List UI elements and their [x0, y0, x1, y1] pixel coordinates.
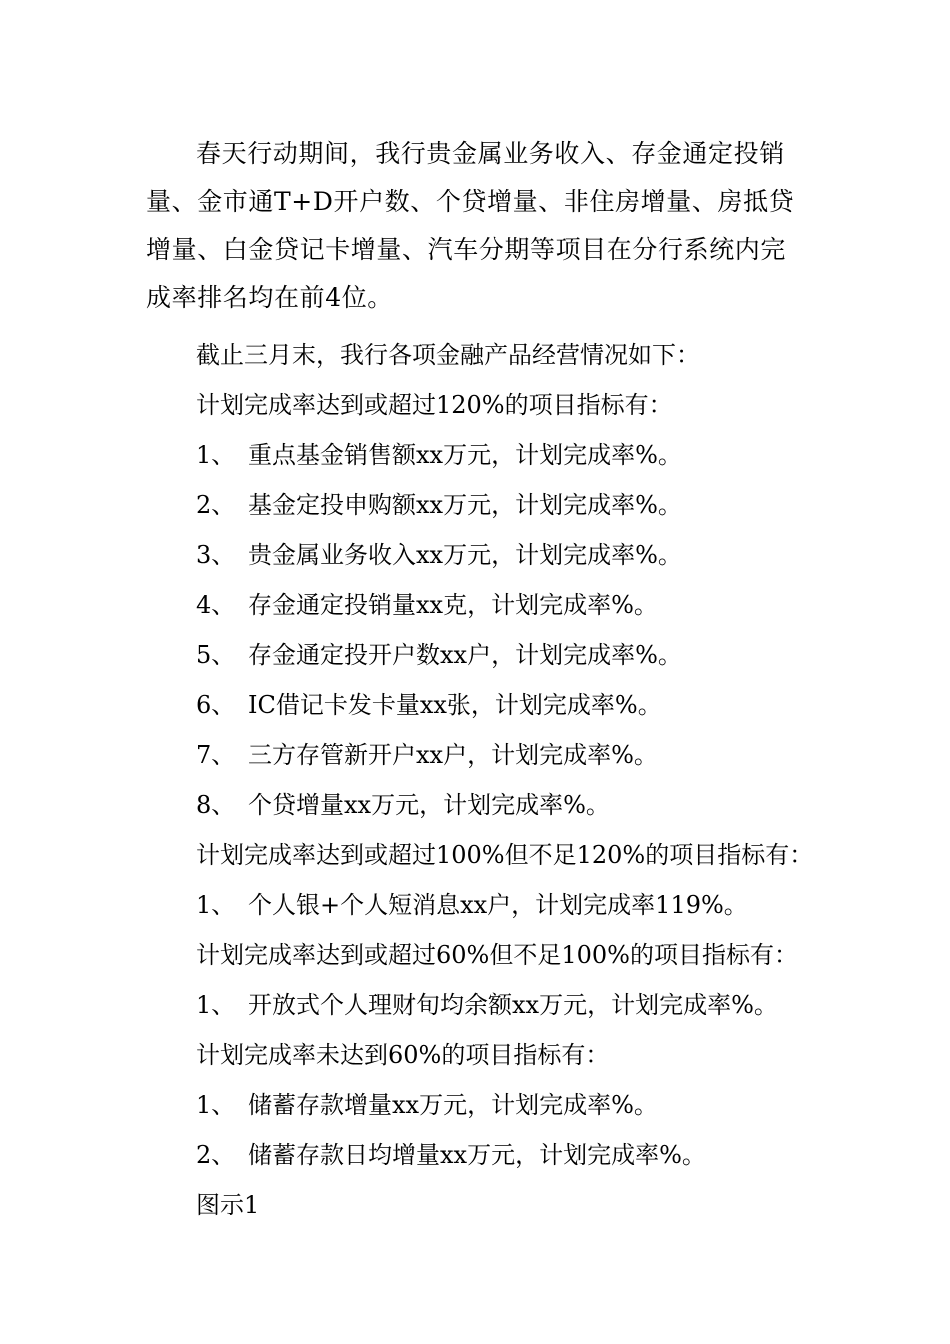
list-item-text: 个人银+个人短消息xx户，计划完成率119%。 [248, 891, 748, 919]
group4-heading: 计划完成率未达到60%的项目指标有： [196, 1041, 610, 1069]
performance-list [196, 330, 816, 1230]
list-item-number: 1、 [196, 891, 236, 919]
list-item [196, 880, 816, 930]
list-item-text: 开放式个人理财旬均余额xx万元，计划完成率%。 [248, 991, 778, 1019]
list-item-number: 3、 [196, 541, 236, 569]
list-item [196, 780, 816, 830]
summary-line: 截止三月末，我行各项金融产品经营情况如下： [196, 341, 700, 369]
intro-paragraph: 春天行动期间，我行贵金属业务收入、存金通定投销量、金市通T+D开户数、个贷增量、非住房增量、房抵贷增量、白金贷记卡增量、汽车分期等项目在分行系统内完成率排名均在前4位。 [146, 139, 795, 312]
list-item [196, 1130, 816, 1180]
list-item [196, 680, 816, 730]
list-item-number: 2、 [196, 1141, 236, 1169]
list-item-text: 存金通定投销量xx克，计划完成率%。 [248, 591, 658, 619]
list-item-text: 储蓄存款日均增量xx万元，计划完成率%。 [248, 1141, 706, 1169]
figure-caption: 图示1 [196, 1191, 260, 1219]
list-item [196, 580, 816, 630]
list-item [196, 980, 816, 1030]
list-item-number: 1、 [196, 991, 236, 1019]
list-item-text: 三方存管新开户xx户，计划完成率%。 [248, 741, 658, 769]
list-item-number: 8、 [196, 791, 236, 819]
group1-heading: 计划完成率达到或超过120%的项目指标有： [196, 391, 673, 419]
list-item-number: 1、 [196, 441, 236, 469]
list-item-text: IC借记卡发卡量xx张，计划完成率%。 [248, 691, 662, 719]
list-item [196, 530, 816, 580]
list-item [196, 430, 816, 480]
list-item [196, 1080, 816, 1130]
group2-heading: 计划完成率达到或超过100%但不足120%的项目指标有： [196, 841, 814, 869]
list-item-number: 2、 [196, 491, 236, 519]
list-item-number: 1、 [196, 1091, 236, 1119]
list-item-text: 个贷增量xx万元，计划完成率%。 [248, 791, 610, 819]
list-item-text: 存金通定投开户数xx户，计划完成率%。 [248, 641, 682, 669]
list-item-number: 7、 [196, 741, 236, 769]
list-item-number: 6、 [196, 691, 236, 719]
list-item-number: 4、 [196, 591, 236, 619]
list-item-text: 基金定投申购额xx万元，计划完成率%。 [248, 491, 682, 519]
list-item-number: 5、 [196, 641, 236, 669]
list-item [196, 480, 816, 530]
list-item-text: 储蓄存款增量xx万元，计划完成率%。 [248, 1091, 658, 1119]
list-item [196, 730, 816, 780]
list-item-text: 贵金属业务收入xx万元，计划完成率%。 [248, 541, 682, 569]
list-item-text: 重点基金销售额xx万元，计划完成率%。 [248, 441, 682, 469]
list-item [196, 630, 816, 680]
group3-heading: 计划完成率达到或超过60%但不足100%的项目指标有： [196, 941, 798, 969]
